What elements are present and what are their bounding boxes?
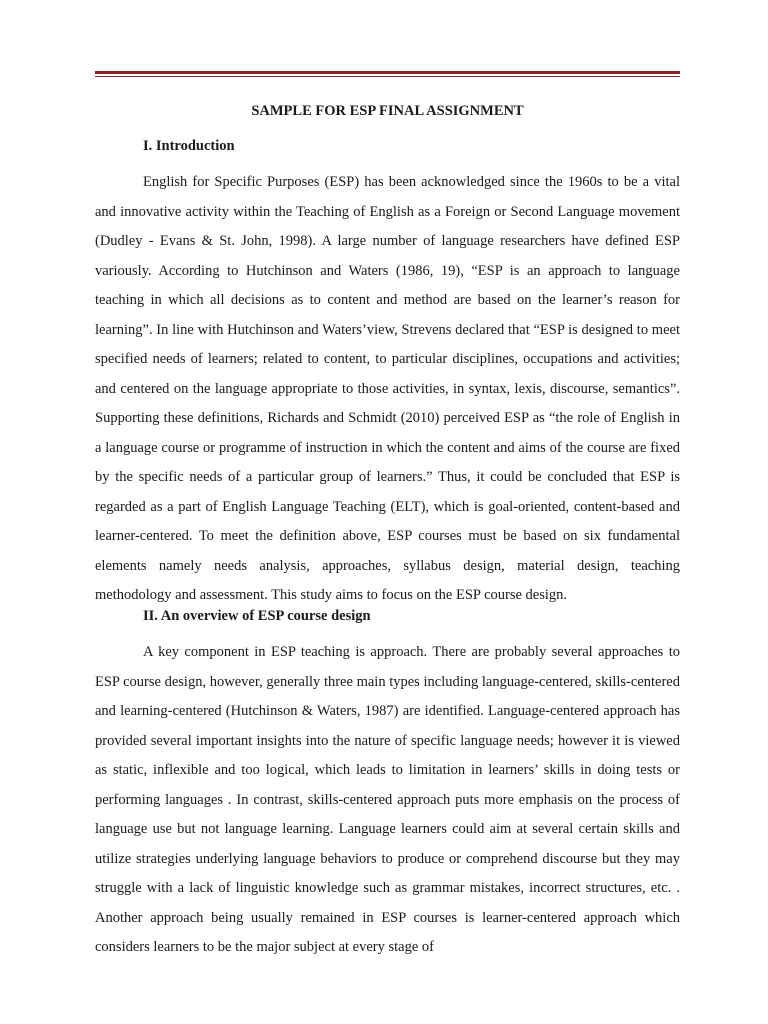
document-title: SAMPLE FOR ESP FINAL ASSIGNMENT: [251, 103, 524, 119]
header-rule-thick: [95, 71, 680, 74]
header-rule: [95, 71, 680, 77]
section-heading-introduction: I. Introduction: [143, 138, 235, 154]
section-heading-course-design: II. An overview of ESP course design: [143, 608, 371, 624]
course-design-paragraph: A key component in ESP teaching is approach. There are probably several approaches to ESP course design, however, generally three main types including language-centered, skills-centered and learning-centered (Hutchinson & Waters, 1987) are identified. Language-centered approach has provided several important insights into the nature of specific language needs; however it is viewed as static, inflexible and too logical, which leads to limitation in learners’ skills in doing tests or performing languages . In contrast, skills-centered approach puts more emphasis on the process of language use but not language learning. Language learners could aim at several certain skills and utilize strategies underlying language behaviors to produce or comprehend discourse but they may struggle with a lack of linguistic knowledge such as grammar mistakes, incorrect structures, etc. . Another approach being usually remained in ESP courses is learner-centered approach which considers learners to be the major subject at every stage of: [95, 644, 680, 955]
introduction-paragraph: English for Specific Purposes (ESP) has been acknowledged since the 1960s to be a vital and innovative activity within the Teaching of English as a Foreign or Second Language movement (Dudley - Evans & St. John, 1998). A large number of language researchers have defined ESP variously. According to Hutchinson and Waters (1986, 19), “ESP is an approach to language teaching in which all decisions as to content and method are based on the learner’s reason for learning”. In line with Hutchinson and Waters’view, Strevens declared that “ESP is designed to meet specified needs of learners; related to content, to particular disciplines, occupations and activities; and centered on the language appropriate to those activities, in syntax, lexis, discourse, semantics”. Supporting these definitions, Richards and Schmidt (2010) perceived ESP as “the role of English in a language course or programme of instruction in which the content and aims of the course are fixed by the specific needs of a particular group of learners.” Thus, it could be concluded that ESP is regarded as a part of English Language Teaching (ELT), which is goal-oriented, content-based and learner-centered. To meet the definition above, ESP courses must be based on six fundamental elements namely needs analysis, approaches, syllabus design, material design, teaching methodology and assessment. This study aims to focus on the ESP course design.: [95, 174, 680, 603]
header-rule-thin: [95, 76, 680, 77]
